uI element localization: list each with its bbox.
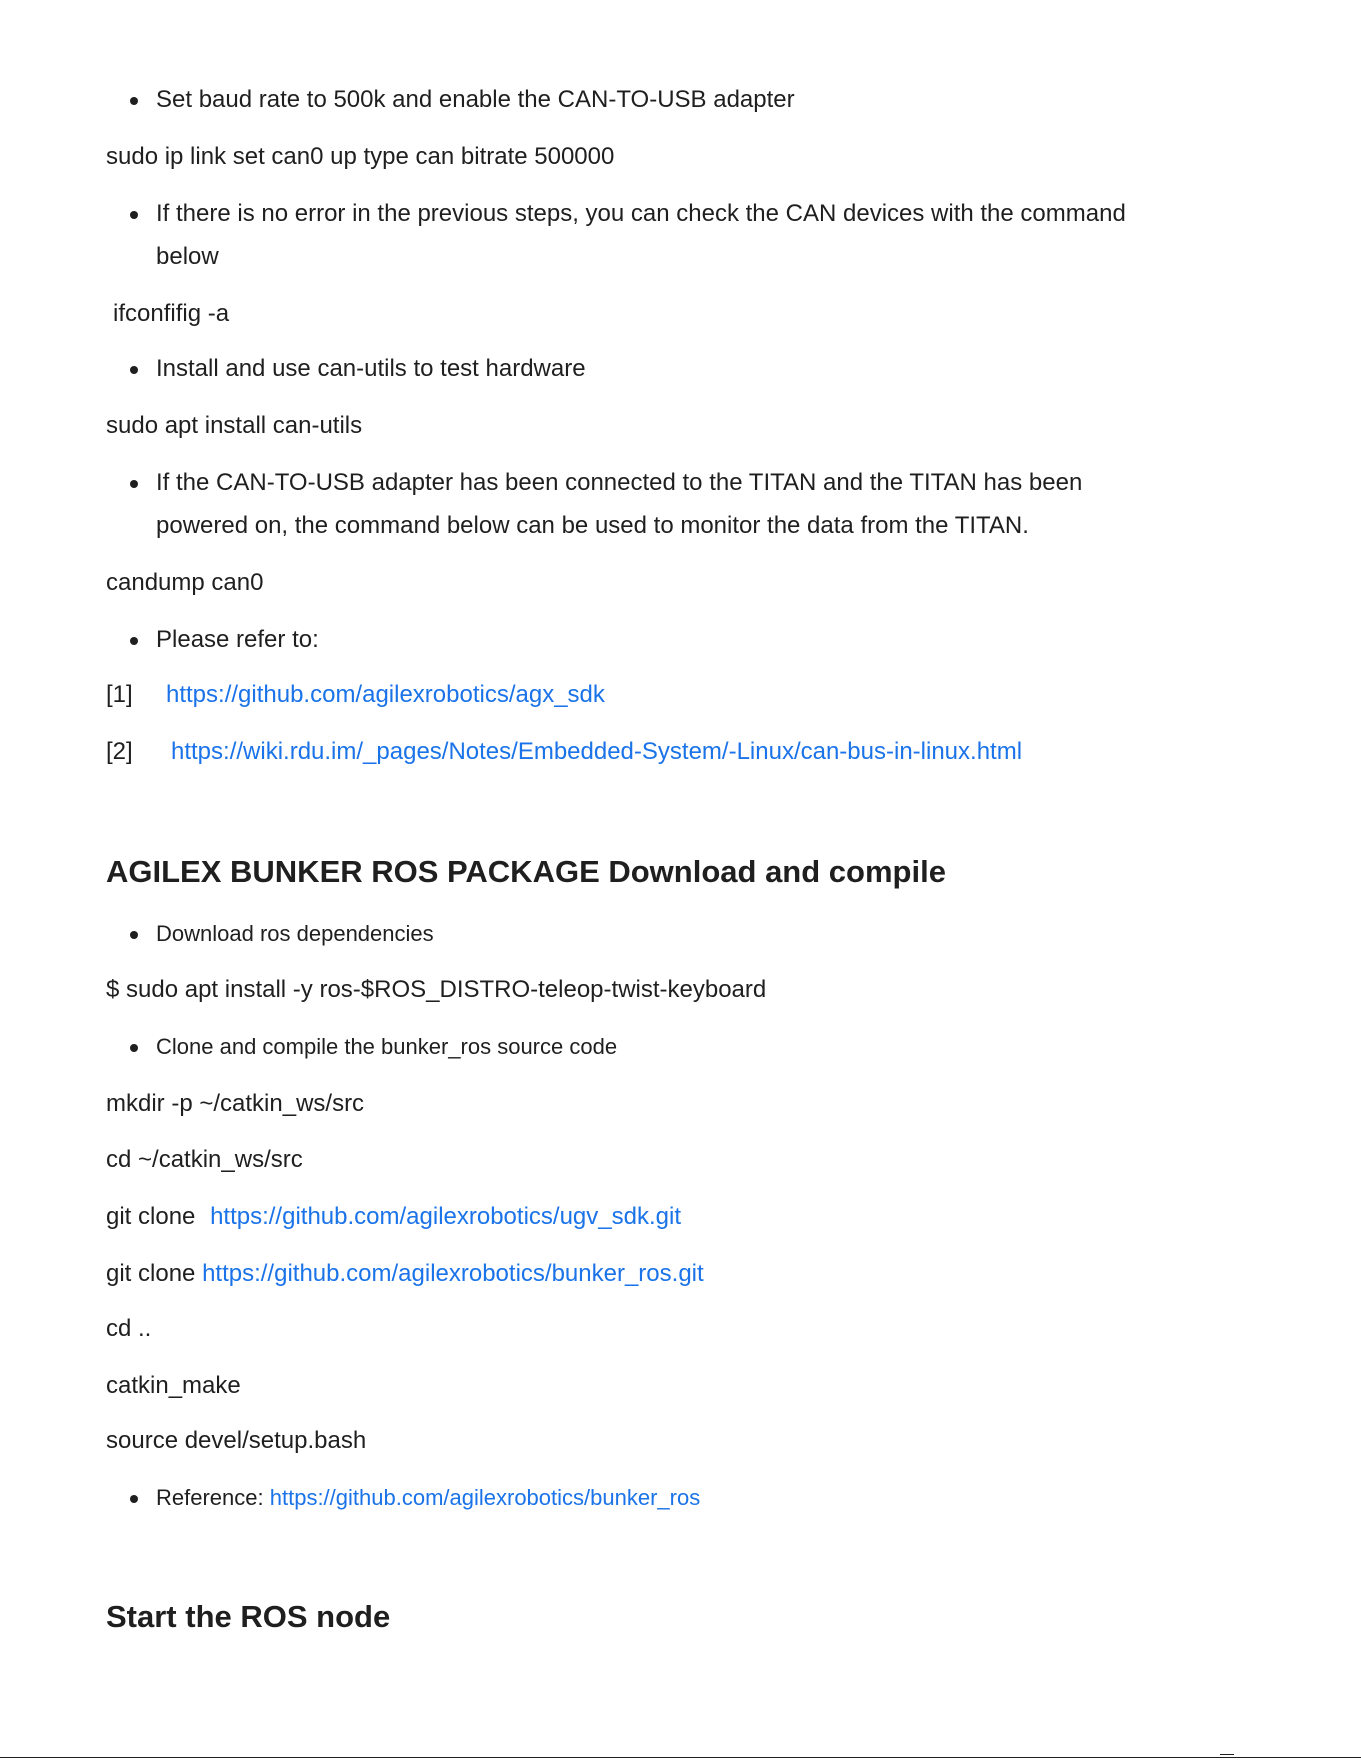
bullet-text xyxy=(156,1482,700,1514)
section-heading: AGILEX BUNKER ROS PACKAGE Download and compile xyxy=(106,854,946,889)
bullet-dot xyxy=(130,480,138,488)
bullet-text: Clone and compile the bunker_ros source code xyxy=(156,1034,618,1059)
reference-link[interactable]: https://wiki.rdu.im/_pages/Notes/Embedded-System/-Linux/can-bus-in-linux.html xyxy=(171,738,1023,765)
command-line: catkin_make xyxy=(106,1372,241,1399)
bullet-text: If the CAN-TO-USB adapter has been connected to the TITAN and the TITAN has been xyxy=(156,469,1083,496)
command-line: $ sudo apt install -y ros-$ROS_DISTRO-teleop-twist-keyboard xyxy=(106,976,767,1003)
bullet-text: Install and use can-utils to test hardware xyxy=(156,355,586,382)
page-corner-mark xyxy=(1220,1754,1234,1755)
reference-number: [1] xyxy=(106,681,133,708)
bullet-dot xyxy=(130,97,138,105)
repo-link[interactable]: https://github.com/agilexrobotics/ugv_sdk.git xyxy=(210,1203,681,1230)
bullet-dot xyxy=(130,1495,138,1503)
command-line: sudo apt install can-utils xyxy=(106,412,363,439)
reference-link[interactable]: https://github.com/agilexrobotics/bunker_ros xyxy=(269,1485,701,1510)
bullet-dot xyxy=(130,211,138,219)
section-heading: Start the ROS node xyxy=(106,1599,391,1634)
command-line: mkdir -p ~/catkin_ws/src xyxy=(106,1090,365,1117)
command-line: cd ~/catkin_ws/src xyxy=(106,1146,303,1173)
command-line xyxy=(106,1201,681,1233)
bullet-dot xyxy=(130,637,138,645)
command-prefix: git clone xyxy=(106,1260,196,1287)
bullet-text: Set baud rate to 500k and enable the CAN-TO-USB adapter xyxy=(156,86,795,113)
page-bottom-rule xyxy=(0,1757,1361,1758)
reference-number: [2] xyxy=(106,738,133,765)
bullet-text-continuation: powered on, the command below can be used to monitor the data from the TITAN. xyxy=(156,512,1029,539)
bullet-text: If there is no error in the previous steps, you can check the CAN devices with the command xyxy=(156,200,1126,227)
command-line: sudo ip link set can0 up type can bitrate 500000 xyxy=(106,143,615,170)
reference-link[interactable]: https://github.com/agilexrobotics/agx_sdk xyxy=(166,681,605,708)
bullet-dot xyxy=(130,931,138,939)
reference-label: Reference: xyxy=(156,1485,264,1510)
bullet-text: Download ros dependencies xyxy=(156,921,434,946)
bullet-dot xyxy=(130,366,138,374)
command-line: source devel/setup.bash xyxy=(106,1427,367,1454)
bullet-dot xyxy=(130,1044,138,1052)
bullet-text-continuation: below xyxy=(156,243,219,270)
bullet-text: Please refer to: xyxy=(156,626,319,653)
command-line: ifconfifig -a xyxy=(113,300,230,327)
repo-link[interactable]: https://github.com/agilexrobotics/bunker_ros.git xyxy=(202,1260,704,1287)
command-line: candump can0 xyxy=(106,569,264,596)
command-line xyxy=(106,1258,704,1290)
command-prefix: git clone xyxy=(106,1203,196,1230)
command-line: cd .. xyxy=(106,1315,152,1342)
